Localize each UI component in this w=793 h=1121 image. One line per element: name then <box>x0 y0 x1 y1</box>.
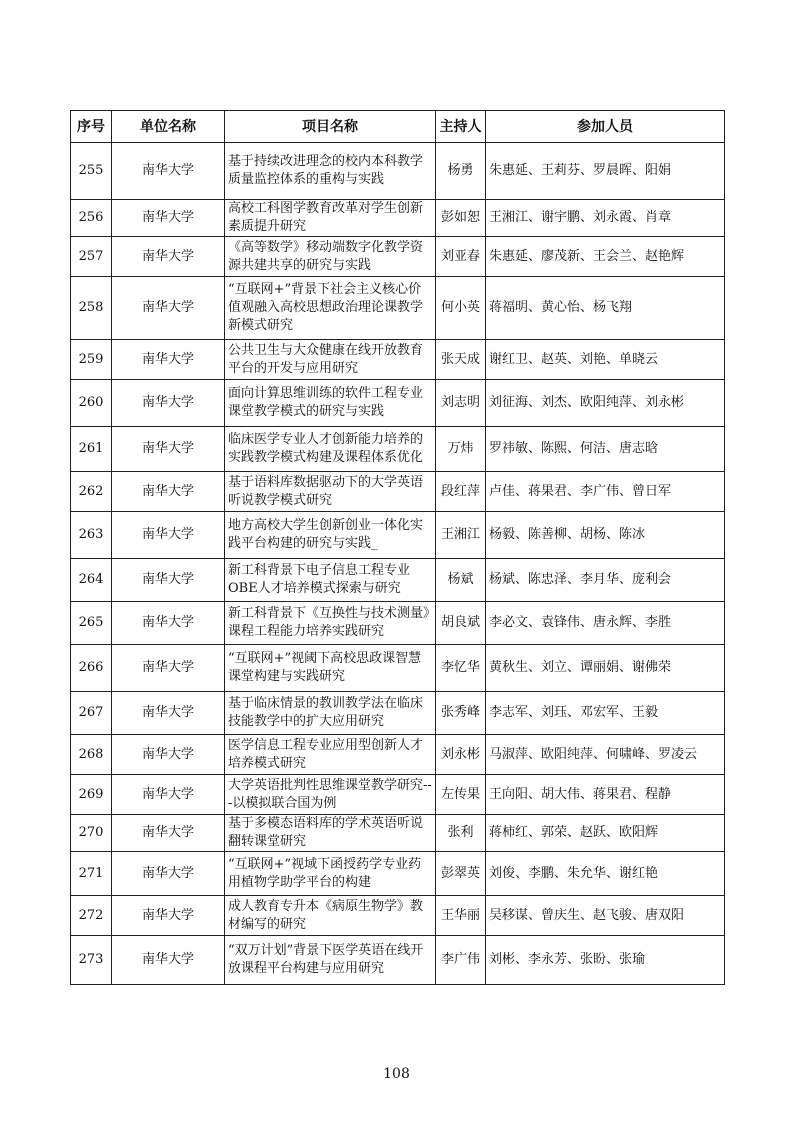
cell-seq: 257 <box>71 237 112 277</box>
cell-unit: 南华大学 <box>112 380 225 427</box>
cell-members: 刘征海、刘杰、欧阳纯萍、刘永彬 <box>486 380 725 427</box>
cell-members: 杨斌、陈忠泽、李月华、庞利会 <box>486 559 725 602</box>
table-row <box>71 852 725 896</box>
cell-seq: 269 <box>71 775 112 815</box>
table-row <box>71 340 725 380</box>
header-unit: 单位名称 <box>112 111 225 143</box>
cell-project: 新工科背景下《互换性与技术测量》课程工程能力培养实践研究 <box>225 602 436 645</box>
cell-unit: 南华大学 <box>112 645 225 692</box>
cell-seq: 259 <box>71 340 112 380</box>
cell-seq: 262 <box>71 472 112 512</box>
cell-members: 蒋柿红、郭荣、赵跃、欧阳辉 <box>486 815 725 852</box>
cell-project: 基于临床情景的教训教学法在临床技能教学中的扩大应用研究 <box>225 692 436 735</box>
cell-unit: 南华大学 <box>112 472 225 512</box>
cell-seq: 267 <box>71 692 112 735</box>
table-row <box>71 602 725 645</box>
cell-members: 谢红卫、赵英、刘艳、单晓云 <box>486 340 725 380</box>
cell-host: 张天成 <box>436 340 486 380</box>
cell-members: 刘俊、李鹏、朱允华、谢红艳 <box>486 852 725 896</box>
cell-host: 刘志明 <box>436 380 486 427</box>
table-row <box>71 277 725 340</box>
cell-members: 黄秋生、刘立、谭丽娟、谢佛荣 <box>486 645 725 692</box>
cell-project: 成人教育专升本《病原生物学》教材编写的研究 <box>225 896 436 936</box>
cell-host: 张利 <box>436 815 486 852</box>
cell-seq: 261 <box>71 427 112 472</box>
cell-members: 王湘江、谢宇鹏、刘永霞、肖章 <box>486 200 725 237</box>
table-row <box>71 692 725 735</box>
table-row <box>71 200 725 237</box>
cell-seq: 268 <box>71 735 112 775</box>
cell-unit: 南华大学 <box>112 775 225 815</box>
cell-host: 何小英 <box>436 277 486 340</box>
cell-unit: 南华大学 <box>112 427 225 472</box>
cell-members: 罗祎敏、陈熙、何洁、唐志晗 <box>486 427 725 472</box>
cell-host: 左传果 <box>436 775 486 815</box>
cell-host: 王湘江 <box>436 512 486 559</box>
cell-unit: 南华大学 <box>112 936 225 985</box>
header-seq: 序号 <box>71 111 112 143</box>
table-row <box>71 427 725 472</box>
cell-seq: 266 <box>71 645 112 692</box>
table-row <box>71 472 725 512</box>
cell-project: “双万计划”背景下医学英语在线开放课程平台构建与应用研究 <box>225 936 436 985</box>
cell-host: 张秀峰 <box>436 692 486 735</box>
cell-members: 马淑萍、欧阳纯萍、何啸峰、罗凌云 <box>486 735 725 775</box>
cell-project: 《高等数学》移动端数字化教学资源共建共享的研究与实践 <box>225 237 436 277</box>
cell-project: 面向计算思维训练的软件工程专业课堂教学模式的研究与实践 <box>225 380 436 427</box>
table-row <box>71 815 725 852</box>
cell-unit: 南华大学 <box>112 735 225 775</box>
cell-project: 基于多模态语料库的学术英语听说翻转课堂研究 <box>225 815 436 852</box>
cell-unit: 南华大学 <box>112 200 225 237</box>
cell-host: 李忆华 <box>436 645 486 692</box>
cell-seq: 256 <box>71 200 112 237</box>
cell-unit: 南华大学 <box>112 277 225 340</box>
cell-seq: 258 <box>71 277 112 340</box>
cell-unit: 南华大学 <box>112 512 225 559</box>
cell-seq: 272 <box>71 896 112 936</box>
cell-host: 刘亚春 <box>436 237 486 277</box>
cell-unit: 南华大学 <box>112 692 225 735</box>
table-row <box>71 775 725 815</box>
cell-host: 刘永彬 <box>436 735 486 775</box>
cell-members: 杨毅、陈善柳、胡杨、陈冰 <box>486 512 725 559</box>
table-row <box>71 896 725 936</box>
header-project: 项目名称 <box>225 111 436 143</box>
cell-project: “互联网+”背景下社会主义核心价值观融入高校思想政治理论课教学新模式研究 <box>225 277 436 340</box>
cell-members: 王向阳、胡大伟、蒋果君、程静 <box>486 775 725 815</box>
table-row <box>71 380 725 427</box>
cell-host: 万炜 <box>436 427 486 472</box>
cell-project: 大学英语批判性思维课堂教学研究---以模拟联合国为例 <box>225 775 436 815</box>
cell-project: “互联网+”视域下函授药学专业药用植物学助学平台的构建 <box>225 852 436 896</box>
cell-host: 彭如恕 <box>436 200 486 237</box>
cell-unit: 南华大学 <box>112 559 225 602</box>
cell-unit: 南华大学 <box>112 143 225 200</box>
cell-members: 吴移谋、曾庆生、赵飞骏、唐双阳 <box>486 896 725 936</box>
cell-host: 杨勇 <box>436 143 486 200</box>
page-number: 108 <box>383 1066 410 1082</box>
cell-seq: 265 <box>71 602 112 645</box>
cell-unit: 南华大学 <box>112 896 225 936</box>
header-members: 参加人员 <box>486 111 725 143</box>
table-row <box>71 512 725 559</box>
table-body <box>71 143 725 985</box>
cell-host: 段红萍 <box>436 472 486 512</box>
cell-unit: 南华大学 <box>112 340 225 380</box>
cell-unit: 南华大学 <box>112 237 225 277</box>
cell-project: 新工科背景下电子信息工程专业OBE人才培养模式探索与研究 <box>225 559 436 602</box>
table-header-row <box>71 111 725 143</box>
cell-host: 胡良斌 <box>436 602 486 645</box>
cell-members: 蒋福明、黄心怡、杨飞翔 <box>486 277 725 340</box>
table-row <box>71 559 725 602</box>
cell-seq: 260 <box>71 380 112 427</box>
cell-members: 朱惠延、王莉芬、罗晨晖、阳娟 <box>486 143 725 200</box>
cell-project: “互联网+”视阈下高校思政课智慧课堂构建与实践研究 <box>225 645 436 692</box>
cell-seq: 273 <box>71 936 112 985</box>
cell-host: 李广伟 <box>436 936 486 985</box>
header-host: 主持人 <box>436 111 486 143</box>
cell-seq: 264 <box>71 559 112 602</box>
cell-members: 朱惠延、廖茂新、王会兰、赵艳辉 <box>486 237 725 277</box>
cell-project: 基于持续改进理念的校内本科教学质量监控体系的重构与实践 <box>225 143 436 200</box>
cell-seq: 271 <box>71 852 112 896</box>
cell-seq: 263 <box>71 512 112 559</box>
project-table <box>70 110 725 985</box>
cell-members: 李必文、袁锋伟、唐永辉、李胜 <box>486 602 725 645</box>
cell-members: 卢佳、蒋果君、李广伟、曾日军 <box>486 472 725 512</box>
cell-host: 杨斌 <box>436 559 486 602</box>
cell-project: 医学信息工程专业应用型创新人才培养模式研究 <box>225 735 436 775</box>
table-row <box>71 735 725 775</box>
table-row <box>71 936 725 985</box>
cell-project: 基于语料库数据驱动下的大学英语听说教学模式研究 <box>225 472 436 512</box>
cell-project: 高校工科图学教育改革对学生创新素质提升研究 <box>225 200 436 237</box>
cell-members: 刘彬、李永芳、张盼、张瑜 <box>486 936 725 985</box>
table-row <box>71 237 725 277</box>
cell-seq: 255 <box>71 143 112 200</box>
cell-members: 李志军、刘珏、邓宏军、王毅 <box>486 692 725 735</box>
table-row <box>71 645 725 692</box>
cell-seq: 270 <box>71 815 112 852</box>
cell-project: 地方高校大学生创新创业一体化实践平台构建的研究与实践_ <box>225 512 436 559</box>
cell-unit: 南华大学 <box>112 602 225 645</box>
cell-host: 王华丽 <box>436 896 486 936</box>
cell-host: 彭翠英 <box>436 852 486 896</box>
table-row <box>71 143 725 200</box>
cell-project: 公共卫生与大众健康在线开放教育平台的开发与应用研究 <box>225 340 436 380</box>
cell-unit: 南华大学 <box>112 815 225 852</box>
cell-unit: 南华大学 <box>112 852 225 896</box>
cell-project: 临床医学专业人才创新能力培养的实践教学模式构建及课程体系优化 <box>225 427 436 472</box>
